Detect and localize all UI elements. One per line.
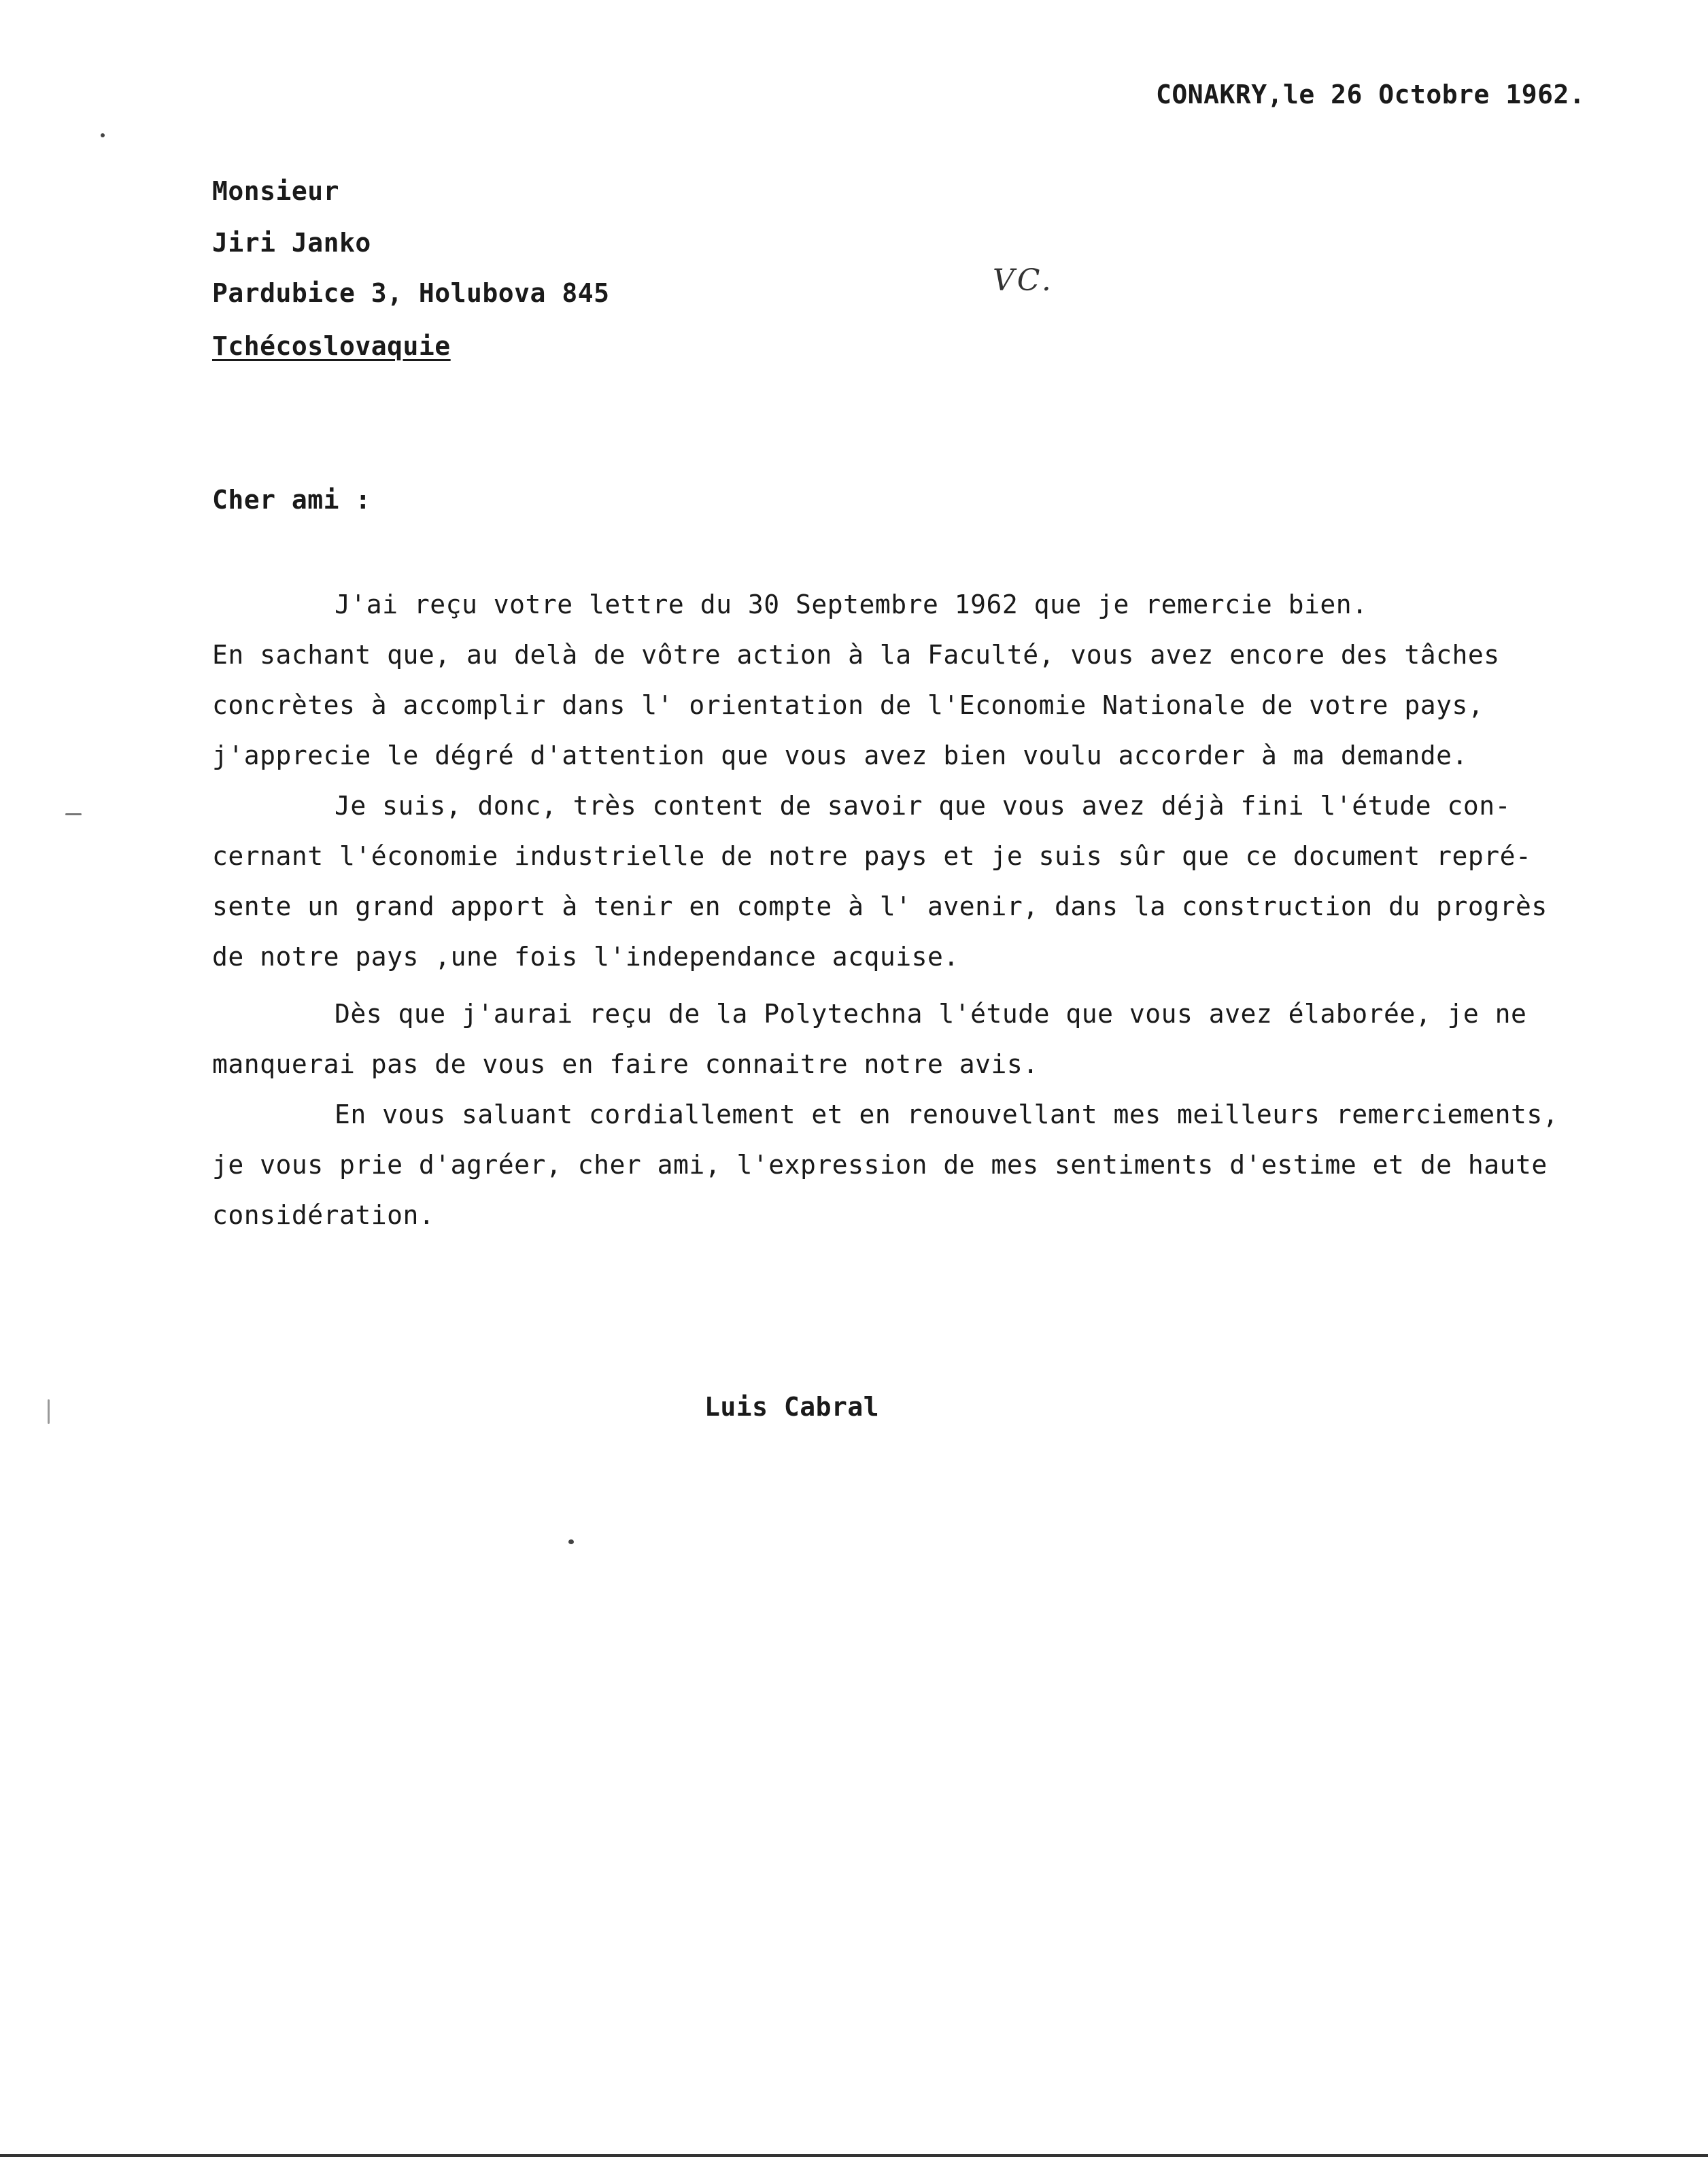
body-line: j'apprecie le dégré d'attention que vous avez bien voulu accorder à ma demande. — [212, 740, 1468, 770]
page-edge-rule — [0, 2154, 1708, 2157]
body-line: je vous prie d'agréer, cher ami, l'expression de mes sentiments d'estime et de haute — [212, 1150, 1548, 1180]
scan-speck — [568, 1539, 574, 1544]
recipient-address: Pardubice 3, Holubova 845 — [212, 278, 610, 308]
body-line: manquerai pas de vous en faire connaitre notre avis. — [212, 1049, 1039, 1079]
scan-speck — [65, 813, 82, 815]
body-line: de notre pays ,une fois l'independance acquise. — [212, 942, 959, 972]
body-line: J'ai reçu votre lettre du 30 Septembre 1962 que je remercie bien. — [335, 590, 1368, 619]
body-line: En sachant que, au delà de vôtre action à la Faculté, vous avez encore des tâches — [212, 640, 1500, 670]
body-line: sente un grand apport à tenir en compte à l' avenir, dans la construction du progrès — [212, 891, 1548, 921]
body-line: Je suis, donc, très content de savoir que vous avez déjà fini l'étude con- — [335, 791, 1511, 821]
scan-speck — [101, 133, 105, 137]
signature-name: Luis Cabral — [704, 1392, 880, 1422]
body-line: concrètes à accomplir dans l' orientation de l'Economie Nationale de votre pays, — [212, 690, 1484, 720]
recipient-country: Tchécoslovaquie — [212, 331, 451, 361]
recipient-title: Monsieur — [212, 176, 340, 206]
handwritten-margin-mark: VC. — [993, 263, 1054, 298]
date-line: CONAKRY,le 26 Octobre 1962. — [1156, 80, 1586, 109]
body-line: considération. — [212, 1200, 435, 1230]
salutation: Cher ami : — [212, 485, 371, 515]
recipient-name: Jiri Janko — [212, 228, 371, 258]
body-line: cernant l'économie industrielle de notre pays et je suis sûr que ce document repré- — [212, 841, 1532, 871]
body-line: En vous saluant cordiallement et en renouvellant mes meilleurs remerciements, — [335, 1099, 1559, 1129]
scan-speck — [48, 1399, 50, 1424]
body-line: Dès que j'aurai reçu de la Polytechna l'étude que vous avez élaborée, je ne — [335, 999, 1527, 1029]
